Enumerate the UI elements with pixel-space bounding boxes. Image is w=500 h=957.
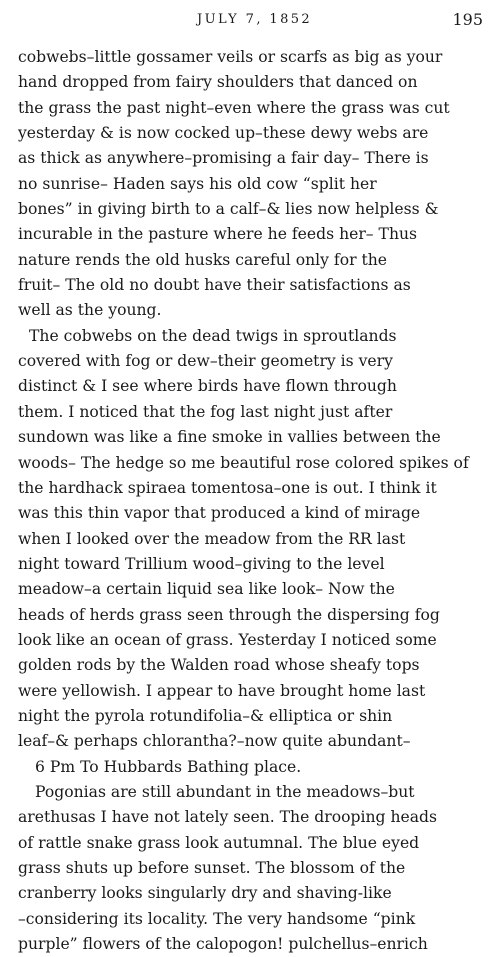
- text-line: grass shuts up before sunset. The blossom of the: [18, 859, 406, 877]
- text-line: covered with fog or dew–their geometry is very: [18, 352, 393, 371]
- text-line: the grass the past night–even where the grass was cut: [18, 98, 450, 117]
- text-line: heads of herds grass seen through the dispersing fog: [18, 605, 440, 624]
- text-line: was this thin vapor that produced a kind of mirage: [18, 504, 421, 523]
- text-line: were yellowish. I appear to have brought home last: [18, 681, 426, 700]
- text-line: no sunrise– Haden says his old cow “split her: [18, 174, 377, 193]
- text-line: arethusas I have not lately seen. The drooping heads: [18, 808, 437, 827]
- paragraph-start-line: Pogonias are still abundant in the meadows–but: [35, 782, 415, 801]
- text-line: nature rends the old husks careful only for the: [18, 250, 388, 269]
- text-line: yesterday & is now cocked up–these dewy webs are: [18, 124, 429, 143]
- text-line: as thick as anywhere–promising a fair day– There is: [18, 149, 429, 168]
- text-line: distinct & I see where birds have flown through: [18, 377, 397, 396]
- text-line: leaf–& perhaps chlorantha?–now quite abundant–: [18, 732, 411, 751]
- text-line: cobwebs–little gossamer veils or scarfs as big as your: [18, 48, 443, 66]
- text-line: hand dropped from fairy shoulders that danced on: [18, 73, 418, 92]
- text-line: purple” flowers of the calopogon! pulchellus–enrich: [18, 935, 428, 954]
- text-line: woods– The hedge so me beautiful rose colored spikes of: [18, 453, 469, 472]
- text-line: bones” in giving birth to a calf–& lies now helpless &: [18, 200, 439, 219]
- text-line: night the pyrola rotundifolia–& elliptica or shin: [18, 706, 393, 725]
- text-line: the hardhack spiraea tomentosa–one is out. I think it: [18, 478, 437, 497]
- header-date: JULY 7, 1852: [197, 12, 313, 27]
- text-line: night toward Trillium wood–giving to the level: [18, 554, 385, 573]
- journal-text: [18, 45, 490, 957]
- text-line: sundown was like a fine smoke in vallies between the: [18, 428, 441, 447]
- text-line: well as the young.: [18, 301, 162, 320]
- text-line: fruit– The old no doubt have their satisfactions as: [18, 276, 411, 295]
- text-line: meadow–a certain liquid sea like look– Now the: [18, 580, 395, 599]
- running-head: [0, 10, 500, 36]
- text-line: cranberry looks singularly dry and shaving-like: [18, 884, 392, 903]
- text-line: look like an ocean of grass. Yesterday I noticed some: [18, 630, 437, 649]
- text-line: of rattle snake grass look autumnal. The blue eyed: [18, 833, 420, 852]
- text-line: when I looked over the meadow from the RR last: [18, 529, 406, 548]
- text-line: them. I noticed that the fog last night just after: [18, 402, 393, 421]
- page-number: 195: [452, 10, 483, 29]
- text-line: –considering its locality. The very handsome “pink: [18, 909, 416, 928]
- text-line: golden rods by the Walden road whose sheafy tops: [18, 656, 420, 675]
- text-line: incurable in the pasture where he feeds her– Thus: [18, 225, 418, 244]
- paragraph-start-line: The cobwebs on the dead twigs in sproutlands: [29, 326, 397, 345]
- paragraph-start-line: 6 Pm To Hubbards Bathing place.: [35, 757, 302, 776]
